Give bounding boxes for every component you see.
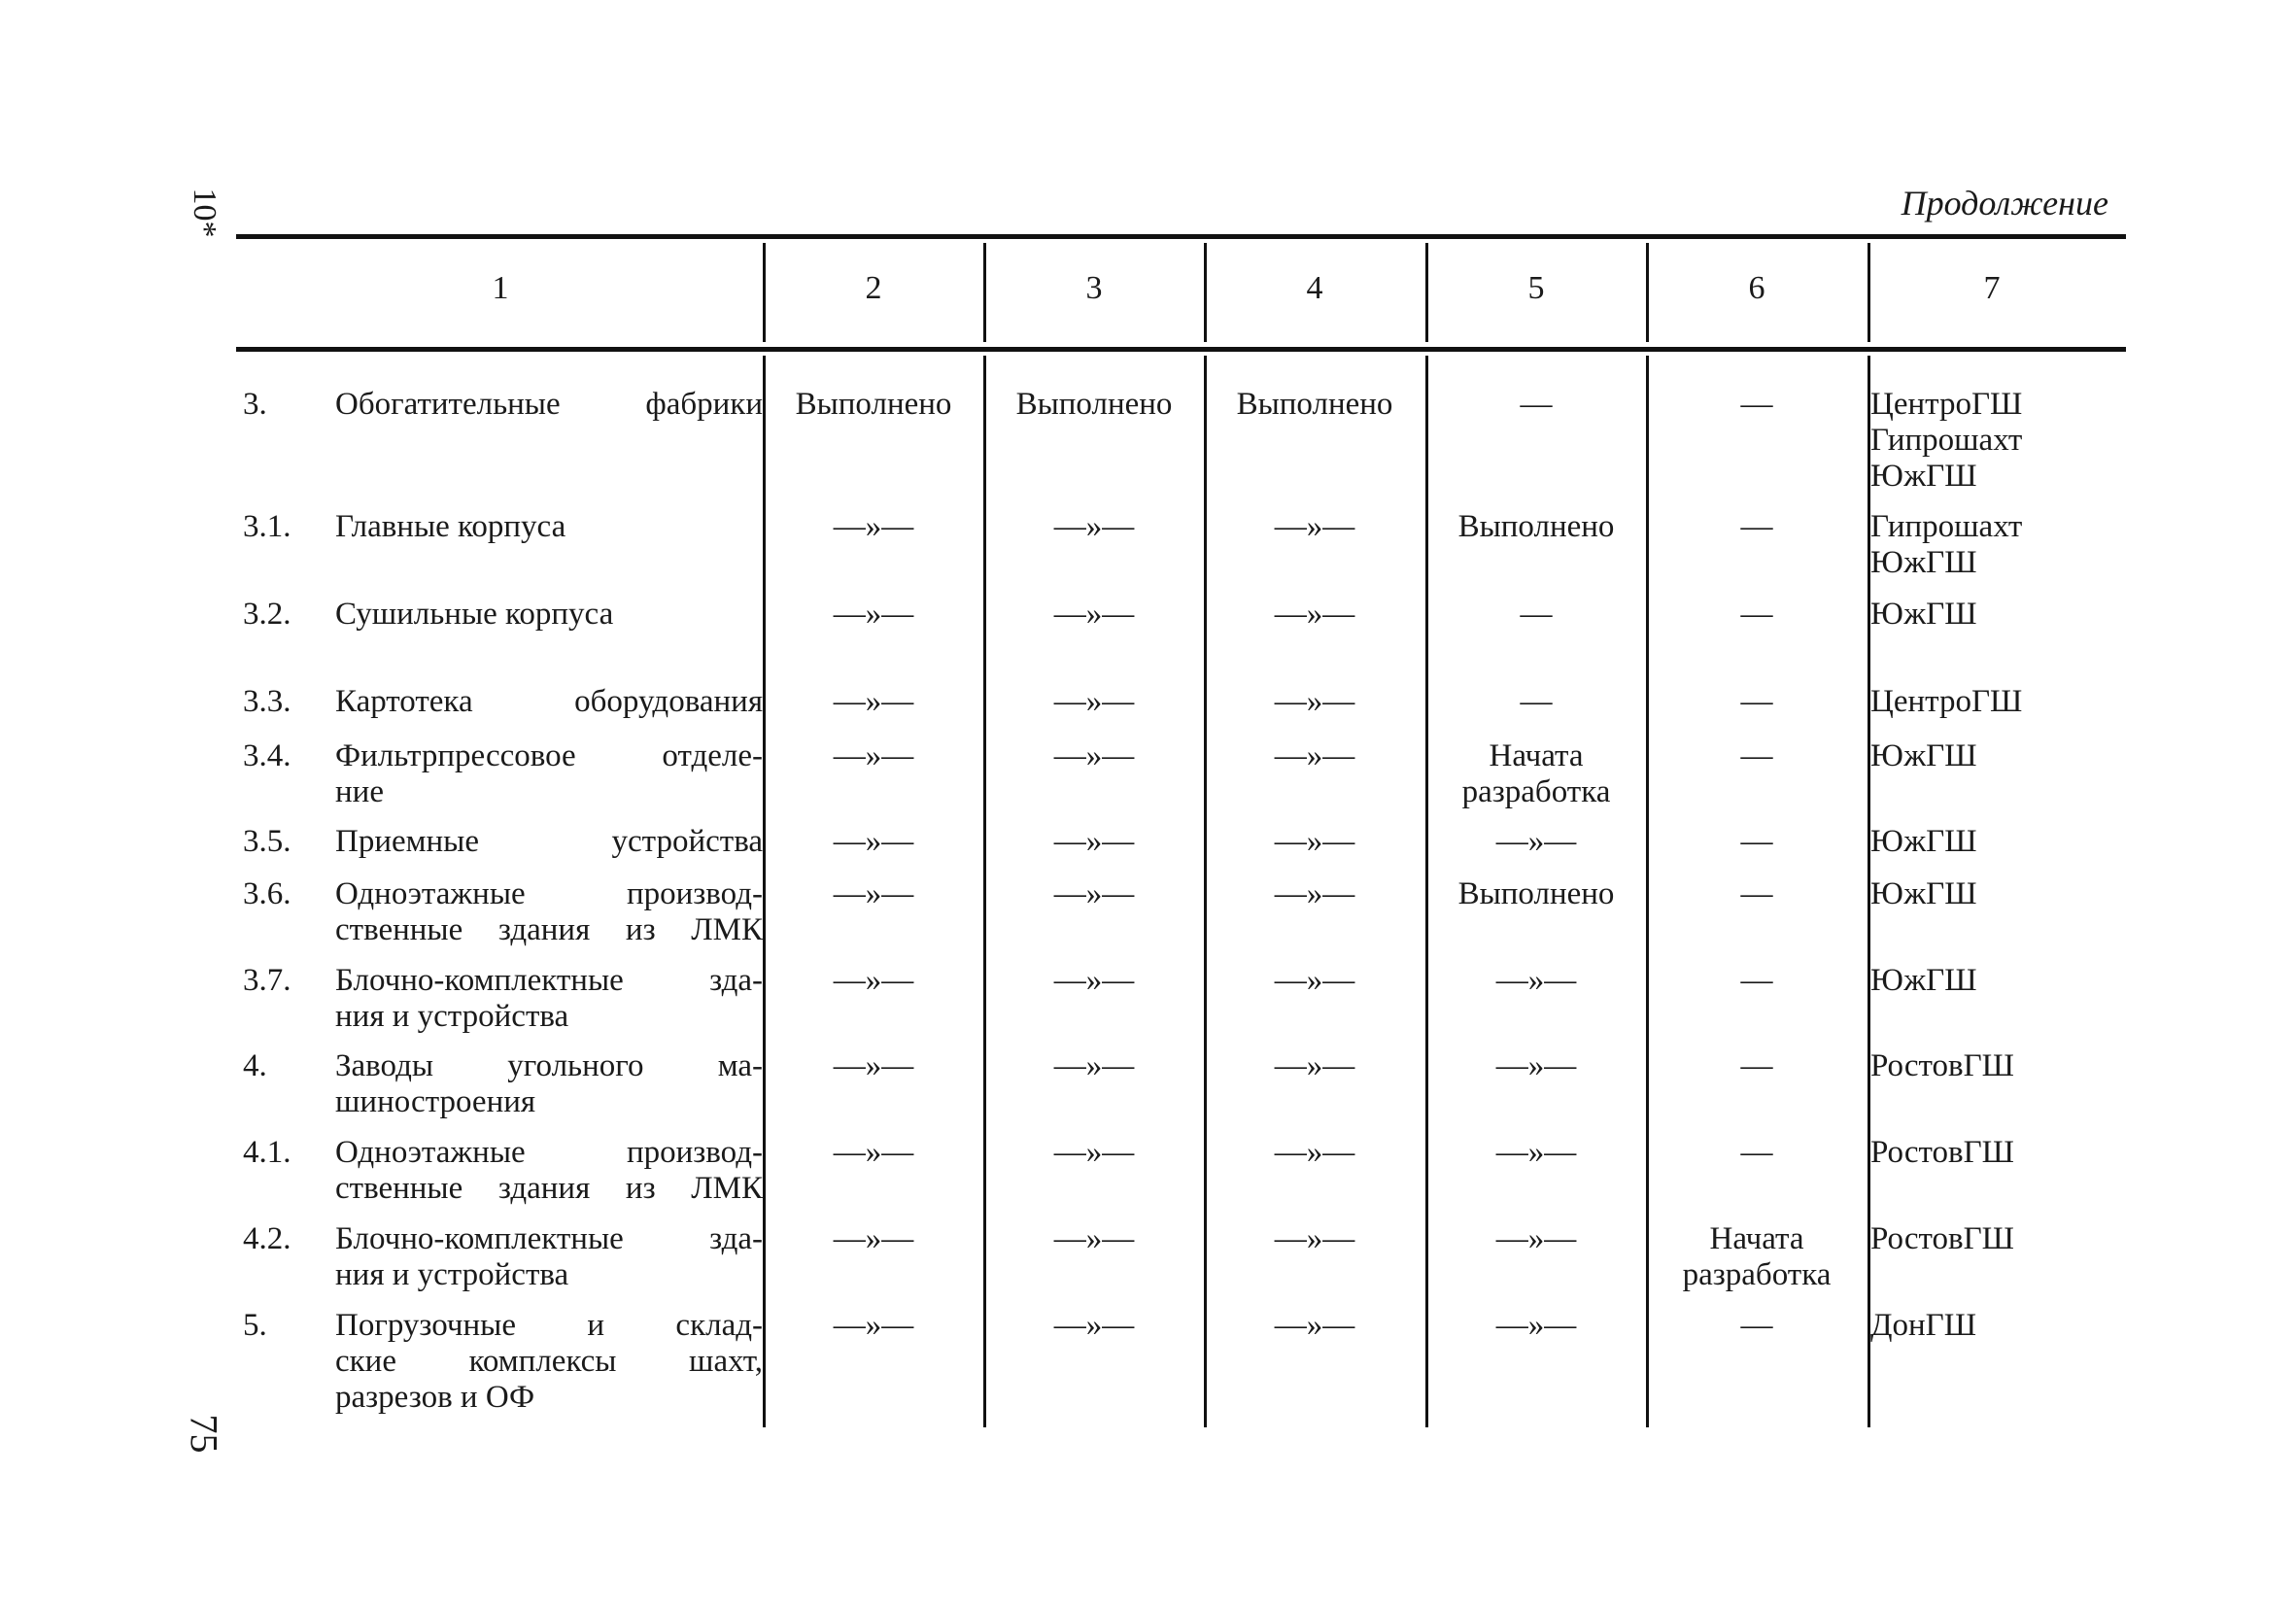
row-number: 3.5.: [243, 824, 291, 859]
cell-col-5: —»—: [1495, 824, 1577, 859]
cell-col-7: ЮжГШ: [1870, 597, 1977, 632]
row-name: Фильтрпрессовое отделе- ние: [335, 738, 763, 809]
cell-col-5: —»—: [1495, 1308, 1577, 1343]
cell-col-6: —: [1740, 684, 1773, 719]
cell-col-4: —»—: [1274, 597, 1355, 632]
row-number: 3.2.: [243, 597, 291, 632]
cell-col-2: —»—: [833, 738, 914, 773]
cell-col-2: Выполнено: [795, 387, 952, 422]
row-name: Блочно-комплектные зда- ния и устройства: [335, 963, 763, 1034]
cell-col-6: —: [1740, 387, 1773, 422]
cell-col-6: —: [1740, 597, 1773, 632]
cell-col-4: —»—: [1274, 876, 1355, 911]
cell-col-5: —»—: [1495, 1135, 1577, 1170]
cell-col-2: —»—: [833, 509, 914, 544]
cell-col-4: —»—: [1274, 963, 1355, 998]
cell-col-3: —»—: [1053, 738, 1135, 773]
cell-col-5: —: [1520, 387, 1553, 422]
cell-col-4: —»—: [1274, 1308, 1355, 1343]
cell-col-6: —: [1740, 1135, 1773, 1170]
row-number: 3.4.: [243, 738, 291, 773]
cell-col-4: —»—: [1274, 509, 1355, 544]
row-number: 4.2.: [243, 1221, 291, 1256]
row-number: 4.: [243, 1048, 267, 1083]
cell-col-2: —»—: [833, 1221, 914, 1256]
cell-col-3: Выполнено: [1015, 387, 1173, 422]
cell-col-7: ЮжГШ: [1870, 824, 1977, 859]
cell-col-4: —»—: [1274, 738, 1355, 773]
cell-col-6: —: [1740, 876, 1773, 911]
cell-col-3: —»—: [1053, 684, 1135, 719]
row-number: 4.1.: [243, 1135, 291, 1170]
cell-col-2: —»—: [833, 824, 914, 859]
row-number: 3.: [243, 387, 267, 422]
cell-col-5: —: [1520, 684, 1553, 719]
header-col-1: 1: [492, 270, 509, 306]
header-col-6: 6: [1748, 270, 1765, 306]
cell-col-3: —»—: [1053, 1135, 1135, 1170]
cell-col-7: РостовГШ: [1870, 1135, 2014, 1170]
cell-col-6: —: [1740, 824, 1773, 859]
cell-col-7: ДонГШ: [1870, 1308, 1977, 1343]
cell-col-7: ЮжГШ: [1870, 876, 1977, 911]
row-name: Главные корпуса: [335, 509, 566, 544]
cell-col-3: —»—: [1053, 1221, 1135, 1256]
row-name: Погрузочные и склад- ские комплексы шахт, разрезов и ОФ: [335, 1308, 763, 1415]
row-name: Заводы угольного ма- шиностроения: [335, 1048, 763, 1119]
row-name: Блочно-комплектные зда- ния и устройства: [335, 1221, 763, 1292]
cell-col-3: —»—: [1053, 1308, 1135, 1343]
cell-col-3: —»—: [1053, 509, 1135, 544]
row-number: 3.6.: [243, 876, 291, 911]
cell-col-6: —: [1740, 1308, 1773, 1343]
cell-col-2: —»—: [833, 963, 914, 998]
page-number: 75: [182, 1414, 226, 1454]
cell-col-3: —»—: [1053, 876, 1135, 911]
continuation-caption: Продолжение: [1901, 184, 2108, 223]
cell-col-2: —»—: [833, 684, 914, 719]
header-col-3: 3: [1085, 270, 1103, 306]
cell-col-5: —»—: [1495, 1221, 1577, 1256]
cell-col-6: —: [1740, 738, 1773, 773]
cell-col-4: —»—: [1274, 1048, 1355, 1083]
cell-col-4: Выполнено: [1236, 387, 1393, 422]
cell-col-6: Начата разработка: [1682, 1221, 1832, 1292]
cell-col-7: РостовГШ: [1870, 1221, 2014, 1256]
cell-col-7: ЮжГШ: [1870, 738, 1977, 773]
row-name: Картотека оборудования: [335, 684, 763, 719]
header-col-5: 5: [1527, 270, 1545, 306]
cell-col-4: —»—: [1274, 1135, 1355, 1170]
cell-col-5: —»—: [1495, 963, 1577, 998]
cell-col-4: —»—: [1274, 1221, 1355, 1256]
row-name: Обогатительные фабрики: [335, 387, 763, 422]
header-col-7: 7: [1983, 270, 2001, 306]
row-number: 3.7.: [243, 963, 291, 998]
row-name: Приемные устройства: [335, 824, 763, 859]
cell-col-6: —: [1740, 963, 1773, 998]
cell-col-5: Выполнено: [1457, 509, 1615, 544]
cell-col-2: —»—: [833, 597, 914, 632]
cell-col-2: —»—: [833, 1135, 914, 1170]
row-name: Одноэтажные производ- ственные здания из ЛМК: [335, 876, 763, 947]
cell-col-3: —»—: [1053, 1048, 1135, 1083]
header-col-4: 4: [1306, 270, 1323, 306]
cell-col-3: —»—: [1053, 824, 1135, 859]
cell-col-7: РостовГШ: [1870, 1048, 2014, 1083]
cell-col-7: ЦентроГШ: [1870, 684, 2023, 719]
row-number: 3.1.: [243, 509, 291, 544]
header-col-2: 2: [865, 270, 882, 306]
cell-col-3: —»—: [1053, 963, 1135, 998]
cell-col-5: Выполнено: [1457, 876, 1615, 911]
cell-col-4: —»—: [1274, 824, 1355, 859]
margin-mark: 10*: [187, 188, 223, 238]
table-top-rule: [236, 234, 2126, 239]
table-header-rule: [236, 347, 2126, 352]
cell-col-2: —»—: [833, 1048, 914, 1083]
cell-col-7: Гипрошахт ЮжГШ: [1870, 509, 2023, 580]
cell-col-7: ЦентроГШ Гипрошахт ЮжГШ: [1870, 387, 2023, 494]
row-number: 5.: [243, 1308, 267, 1343]
cell-col-7: ЮжГШ: [1870, 963, 1977, 998]
cell-col-6: —: [1740, 509, 1773, 544]
cell-col-5: —»—: [1495, 1048, 1577, 1083]
cell-col-3: —»—: [1053, 597, 1135, 632]
cell-col-2: —»—: [833, 1308, 914, 1343]
cell-col-2: —»—: [833, 876, 914, 911]
cell-col-6: —: [1740, 1048, 1773, 1083]
cell-col-4: —»—: [1274, 684, 1355, 719]
row-name: Сушильные корпуса: [335, 597, 614, 632]
cell-col-5: Начата разработка: [1461, 738, 1611, 809]
cell-col-5: —: [1520, 597, 1553, 632]
row-name: Одноэтажные производ- ственные здания из ЛМК: [335, 1135, 763, 1206]
row-number: 3.3.: [243, 684, 291, 719]
